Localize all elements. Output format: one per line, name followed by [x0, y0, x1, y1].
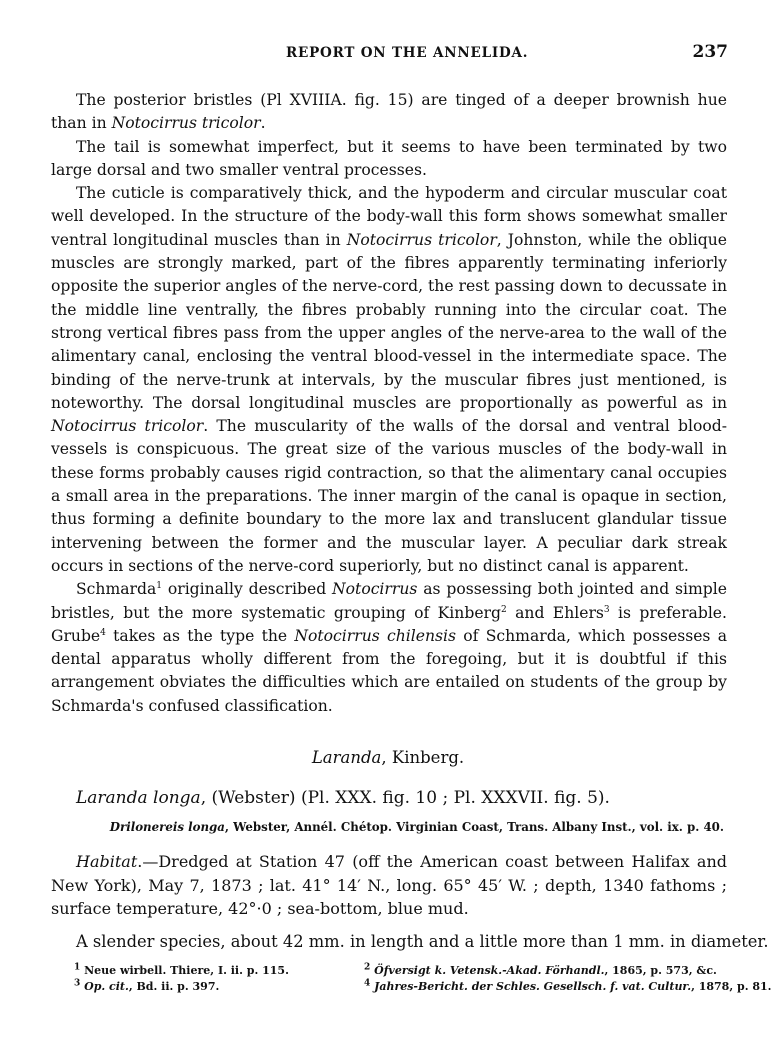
footnote-ref-2: 2 — [500, 604, 507, 615]
footnote-3: $^3$ Op. cit., Bd. ii. p. 397. — [74, 978, 220, 993]
species-heading: Laranda longa, (Webster) (Pl. XXX. fig. 10 ; Pl. XXXVII. fig. 5). — [76, 788, 610, 808]
running-head: REPORT ON THE ANNELIDA. — [286, 45, 529, 61]
paragraph-cuticle: The cuticle is comparatively thick, and the hypoderm and circular muscular coat well developed. In the structure of the body-wall this form shows somewhat smaller ventral longitudinal muscles than in Notocirrus tricolor, Johnston, while the oblique muscles are strongly marked, part of the fibres apparently terminating inferiorly opposite the superior angles of the nerve-cord, the rest passing down to decussate in the middle line ventrally, the fibres probably running into the circular coat. The strong vertical fibres pass from the upper angles of the nerve-area to the wall of the alimentary canal, enclosing the ventral blood-vessel in the intermediate space. The binding of the nerve-trunk at intervals, by the muscular fibres just mentioned, is noteworthy. The dorsal longitudinal muscles are proportionally as powerful as in Notocirrus tricolor. The muscularity of the walls of the dorsal and ventral blood-vessels is conspicuous. The great size of the various muscles of the body-wall in these forms probably causes rigid contraction, so that the alimentary canal occupies a small area in the preparations. The inner margin of the canal is opaque in section, thus forming a definite boundary to the more lax and translucent glandular tissue intervening between the former and the muscular layer. A peculiar dark streak occurs in sections of the nerve-cord superiorly, but no distinct canal is apparent. — [51, 184, 727, 575]
footnote-ref-3: 3 — [603, 604, 610, 615]
body-text — [51, 89, 727, 718]
footnote-2: $^2$ Öfversigt k. Vetensk.-Akad. Förhandl., 1865, p. 573, &c. — [364, 962, 717, 977]
paragraph-posterior-bristles: The posterior bristles (Pl XVIIIA. fig. 15) are tinged of a deeper brownish hue than in Notocirrus tricolor. — [51, 91, 727, 133]
habitat-paragraph: Habitat.—Dredged at Station 47 (off the American coast between Halifax and New York), May 7, 1873 ; lat. 41° 14′ N., long. 65° 45′ W. ; depth, 1340 fathoms ; surface temperature, 42°·0 ; sea-bottom, blue mud. — [51, 852, 727, 918]
genus-heading: Laranda, Kinberg. — [311, 748, 465, 767]
paragraph-tail: The tail is somewhat imperfect, but it seems to have been terminated by two large dorsal and two smaller ventral processes. — [51, 137, 727, 179]
synonym-citation: Drilonereis longa, Webster, Annél. Chétop. Virginian Coast, Trans. Albany Inst., vol. ix. p. 40. — [109, 820, 724, 834]
page-number: 237 — [692, 42, 728, 62]
species-description: A slender species, about 42 mm. in length and a little more than 1 mm. in diameter. — [76, 932, 769, 951]
footnote-4: $^4$ Jahres-Bericht. der Schles. Gesellsch. f. vat. Cultur., 1878, p. 81. — [364, 978, 772, 993]
footnote-1: $^1$ Neue wirbell. Thiere, I. ii. p. 115. — [74, 962, 289, 977]
footnote-ref-1: 1 — [156, 581, 163, 592]
footnote-ref-4: 4 — [100, 627, 106, 638]
paragraph-schmarda: Schmarda$^1$ originally described Notocirrus as possessing both jointed and simple bristles, but the more systematic grouping of Kinberg$^2$ and Ehlers$^3$ is preferable. Grube$^4$ takes as the type the Notocirrus chilensis of Schmarda, which possesses a dental apparatus wholly different from the foregoing, but it is doubtful if this arrangement obviates the difficulties which are entailed on students of the group by Schmarda's confused classification. — [51, 580, 727, 715]
